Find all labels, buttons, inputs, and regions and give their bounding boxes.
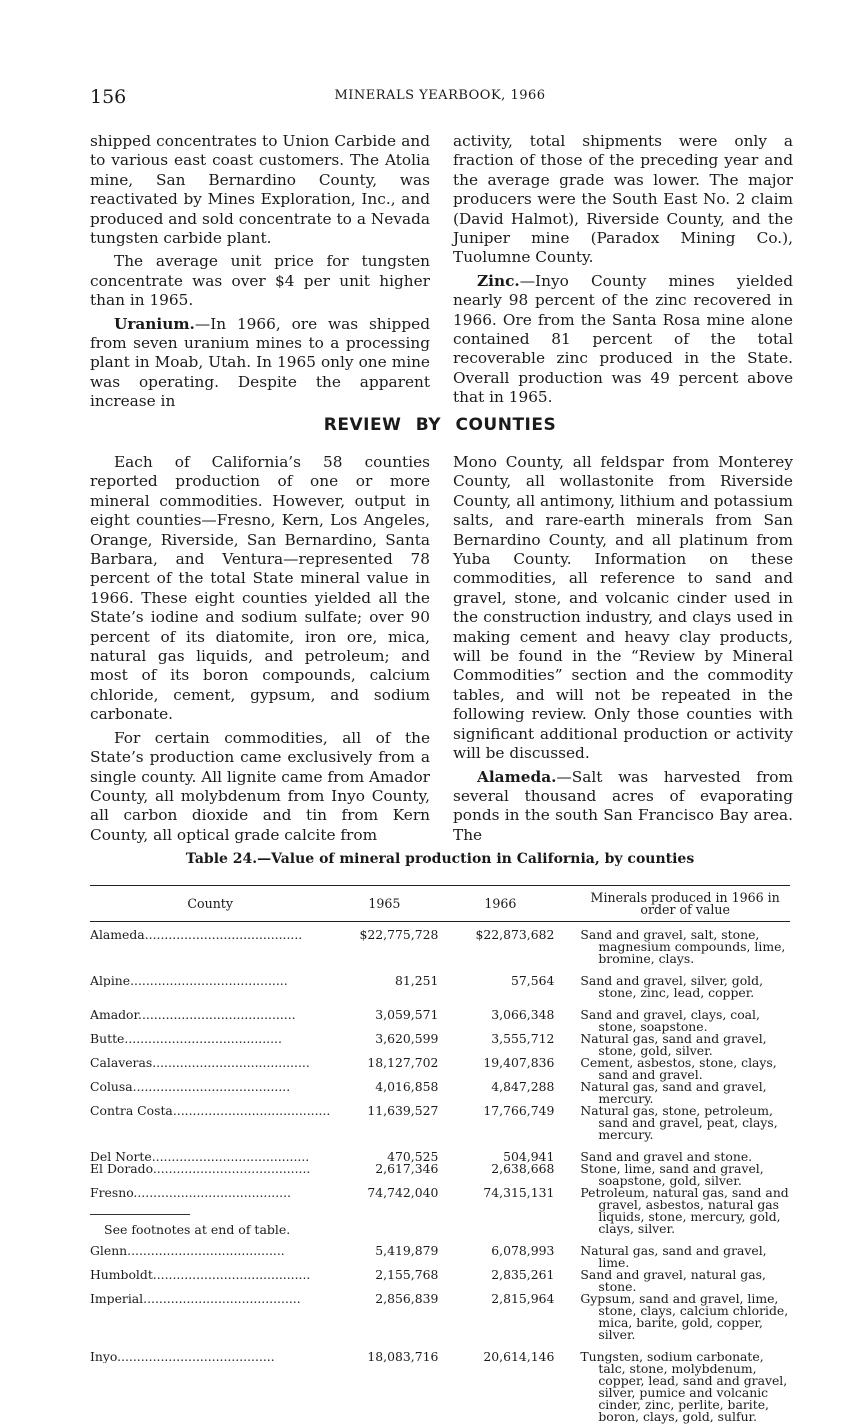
header-county: County xyxy=(90,886,330,922)
county-name: Inyo........................................ xyxy=(90,1351,275,1363)
county-name: Alameda........................................ xyxy=(90,929,303,941)
value-1965: 18,083,716 xyxy=(367,1349,439,1364)
paragraph: activity, total shipments were only a fraction of those of the preceding year and the average grade was lower. The major producers were the South East No. 2 claim (David Halmot), Riverside County, and the Juniper mine (Paradox Mining Co.), Tuolumne County. xyxy=(453,132,793,267)
value-1966: 3,555,712 xyxy=(491,1031,555,1046)
paragraph: shipped concentrates to Union Carbide and to various east coast customers. The Atolia mine, San Bernardino County, was reactivated by Mines Exploration, Inc., and produced and sold concentrate to a Nevada tungsten carbide plant. xyxy=(90,132,430,248)
minerals-list: Sand and gravel, natural gas, stone. xyxy=(580,1267,766,1294)
minerals-list: Petroleum, natural gas, sand and gravel, asbestos, natural gas liquids, stone, mercury, gold, clays, silver. xyxy=(580,1185,789,1236)
paragraph xyxy=(90,315,430,412)
footnote-rule xyxy=(90,1214,190,1215)
paragraph: The average unit price for tungsten concentrate was over $4 per unit higher than in 1965. xyxy=(90,252,430,310)
county-name: Alpine........................................ xyxy=(90,975,288,987)
value-1965: 2,617,346 xyxy=(375,1161,439,1176)
value-1965: 11,639,527 xyxy=(367,1103,439,1118)
paragraph xyxy=(453,768,793,846)
table-row xyxy=(90,999,790,1033)
paragraph: Each of California’s 58 counties reported production of one or more mineral commodities. However, output in eight counties—Fresno, Kern, Los Angeles, Orange, Riverside, San Bernardino, Santa Barbara, and Ventura—represented 78 percent of the total State mineral value in 1966. These eight counties yielded all the State’s iodine and sodium sulfate; over 90 percent of its diatomite, iron ore, mica, natural gas liquids, and petroleum; and most of its boron compounds, calcium chloride, cement, gypsum, and sodium carbonate. xyxy=(90,453,430,724)
value-1965: $22,775,728 xyxy=(359,927,439,942)
table-row xyxy=(90,1033,790,1057)
value-1966: 57,564 xyxy=(511,973,555,988)
value-1966: 2,835,261 xyxy=(491,1267,555,1282)
county-name: Imperial........................................ xyxy=(90,1293,301,1305)
value-1965: 81,251 xyxy=(395,973,439,988)
paragraph-lead: Uranium. xyxy=(114,314,195,333)
value-1965: 4,016,858 xyxy=(375,1079,439,1094)
running-title: MINERALS YEARBOOK, 1966 xyxy=(334,88,546,103)
paragraph: For certain commodities, all of the State’s production came exclusively from a single county. All lignite came from Amador County, all molybdenum from Inyo County, all carbon dioxide and tin from Kern County, all optical grade calcite from xyxy=(90,728,430,844)
minerals-list: Gypsum, sand and gravel, lime, stone, clays, calcium chloride, mica, barite, gold, copper, silver. xyxy=(580,1291,789,1342)
top-right-column xyxy=(453,132,793,412)
value-1965: 2,856,839 xyxy=(375,1291,439,1306)
header-1965: 1965 xyxy=(330,886,446,922)
county-name: Colusa........................................ xyxy=(90,1081,291,1093)
county-name: Amador........................................ xyxy=(90,1009,296,1021)
table-row xyxy=(90,1269,790,1293)
table-row xyxy=(90,965,790,999)
table-row xyxy=(90,1235,790,1269)
value-1965: 2,155,768 xyxy=(375,1267,439,1282)
paragraph xyxy=(453,272,793,408)
value-1966: 19,407,836 xyxy=(483,1055,555,1070)
table-row xyxy=(90,1341,790,1423)
table-row xyxy=(90,1293,790,1341)
paragraph-text: —Inyo County mines yielded nearly 98 percent of the zinc recovered in 1966. Ore from the Santa Rosa mine alone contained 81 percent of the total recoverable zinc produced in the State. Overall production was 49 percent above that in 1965. xyxy=(453,271,793,407)
table-caption: Table 24.—Value of mineral production in California, by counties xyxy=(185,851,695,867)
county-name: Humboldt........................................ xyxy=(90,1269,311,1281)
minerals-list: Sand and gravel, salt, stone, magnesium compounds, lime, bromine, clays. xyxy=(580,927,786,966)
value-1966: 3,066,348 xyxy=(491,1007,555,1022)
county-name: Contra Costa........................................ xyxy=(90,1105,331,1117)
paragraph: Mono County, all feldspar from Monterey County, all wollastonite from Riverside County, all antimony, lithium and potassium salts, and rare-earth minerals from San Bernardino County, and all platinum from Yuba County. Information on these commodities, all reference to sand and gravel, stone, and volcanic cinder used in the construction industry, and clays used in making cement and heavy clay products, will be found in the “Review by Mineral Commodities” section and the commodity tables, and will not be repeated in the following review. Only those counties with significant additional production or activity will be discussed. xyxy=(453,453,793,763)
county-name: Glenn........................................ xyxy=(90,1245,285,1257)
paragraph-lead: Zinc. xyxy=(477,271,520,290)
value-1966: 504,941 xyxy=(503,1149,555,1164)
table-row xyxy=(90,922,790,966)
value-1965: 470,525 xyxy=(387,1149,439,1164)
value-1965: 74,742,040 xyxy=(367,1185,439,1200)
minerals-list: Natural gas, stone, petroleum, sand and gravel, peat, clays, mercury. xyxy=(580,1103,778,1142)
value-1965: 5,419,879 xyxy=(375,1243,439,1258)
table-header-row xyxy=(90,886,790,922)
minerals-list: Sand and gravel and stone. xyxy=(580,1149,753,1164)
county-name: Fresno........................................ xyxy=(90,1187,291,1199)
review-right-column xyxy=(453,453,793,849)
header-minerals: Minerals produced in 1966 in order of value xyxy=(566,886,790,922)
value-1966: 6,078,993 xyxy=(491,1243,555,1258)
value-1966: 20,614,146 xyxy=(483,1349,555,1364)
minerals-list: Cement, asbestos, stone, clays, sand and gravel. xyxy=(580,1055,777,1082)
minerals-list: Natural gas, sand and gravel, mercury. xyxy=(580,1079,767,1106)
minerals-list: Stone, lime, sand and gravel, soapstone, gold, silver. xyxy=(580,1161,764,1188)
county-name: Del Norte........................................ xyxy=(90,1151,310,1163)
top-left-column xyxy=(90,132,430,416)
value-1966: 17,766,749 xyxy=(483,1103,555,1118)
header-1966: 1966 xyxy=(446,886,566,922)
value-1966: 74,315,131 xyxy=(483,1185,555,1200)
paragraph-text: —In 1966, ore was shipped from seven uranium mines to a processing plant in Moab, Utah. In 1965 only one mine was operating. Despite the apparent increase in xyxy=(90,314,430,411)
table-row xyxy=(90,1163,790,1187)
value-1965: 3,620,599 xyxy=(375,1031,439,1046)
value-1965: 18,127,702 xyxy=(367,1055,439,1070)
minerals-list: Sand and gravel, silver, gold, stone, zinc, lead, copper. xyxy=(580,973,764,1000)
review-left-column xyxy=(90,453,430,849)
value-1966: 4,847,288 xyxy=(491,1079,555,1094)
value-1966: 2,815,964 xyxy=(491,1291,555,1306)
paragraph-lead: Alameda. xyxy=(477,767,557,786)
minerals-list: Sand and gravel, clays, coal, stone, soapstone. xyxy=(580,1007,760,1034)
table-row xyxy=(90,1105,790,1141)
table-row xyxy=(90,1057,790,1081)
value-1966: $22,873,682 xyxy=(475,927,555,942)
minerals-list: Natural gas, sand and gravel, lime. xyxy=(580,1243,767,1270)
page-number: 156 xyxy=(90,86,127,108)
table-row xyxy=(90,1081,790,1105)
minerals-list: Natural gas, sand and gravel, stone, gold, silver. xyxy=(580,1031,767,1058)
paragraph-text: —Salt was harvested from several thousand acres of evaporating ponds in the south San Francisco Bay area. The xyxy=(453,767,793,844)
minerals-list: Tungsten, sodium carbonate, talc, stone, molybdenum, copper, lead, sand and gravel, silver, pumice and volcanic cinder, zinc, perlite, barite, boron, clays, gold, sulfur. xyxy=(580,1349,788,1424)
table-row xyxy=(90,1141,790,1163)
county-name: Calaveras........................................ xyxy=(90,1057,310,1069)
footnote: See footnotes at end of table. xyxy=(104,1222,291,1237)
county-production-table xyxy=(90,885,790,1423)
section-heading: REVIEW BY COUNTIES xyxy=(323,415,557,435)
value-1966: 2,638,668 xyxy=(491,1161,555,1176)
county-name: El Dorado........................................ xyxy=(90,1163,311,1175)
value-1965: 3,059,571 xyxy=(375,1007,439,1022)
county-name: Butte........................................ xyxy=(90,1033,282,1045)
